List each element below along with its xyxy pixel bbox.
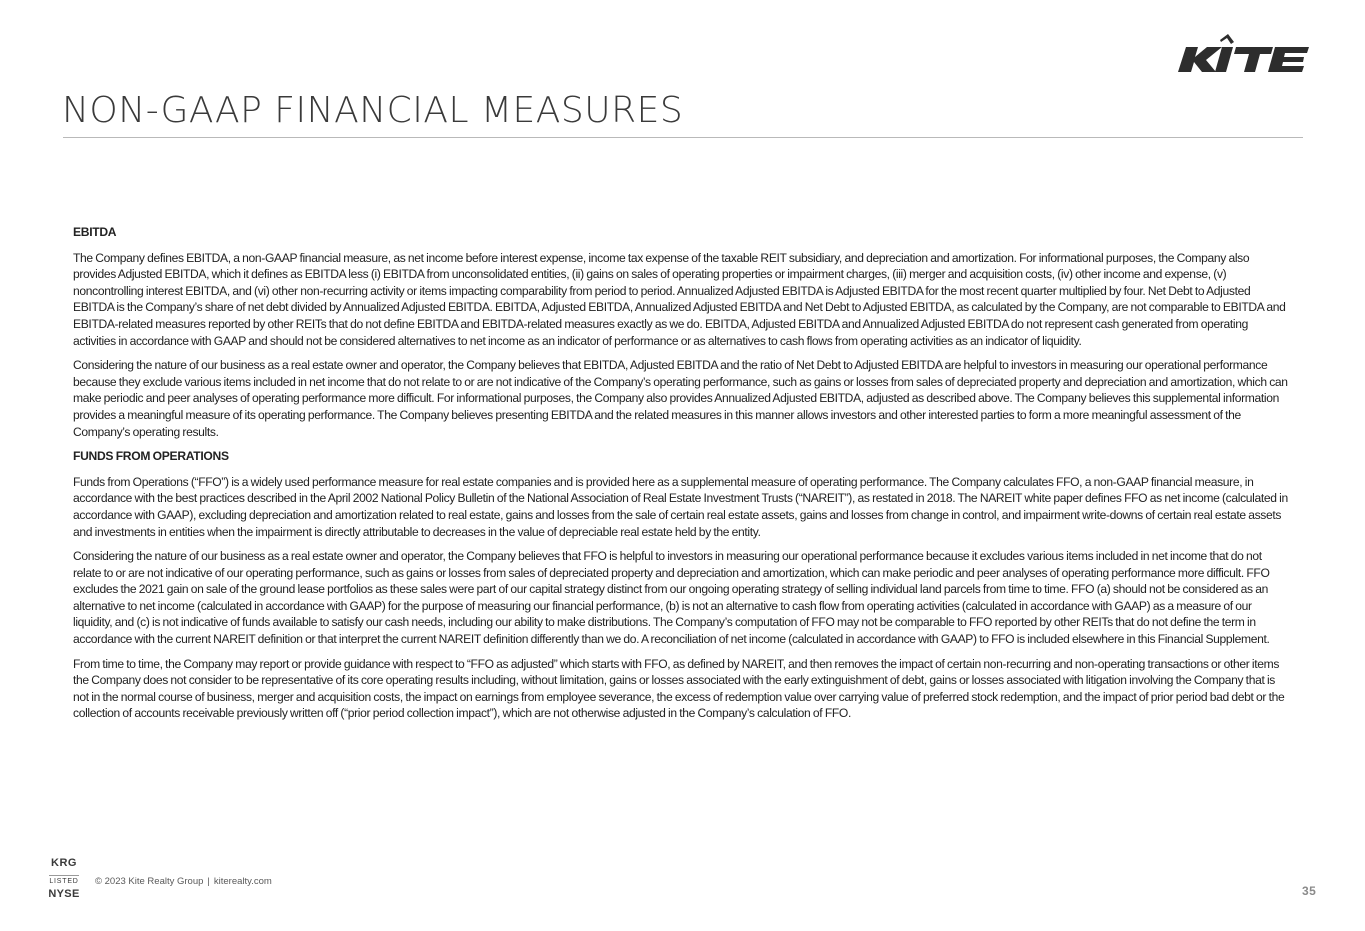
kite-logo xyxy=(1176,32,1310,74)
badge-listed-label: LISTED xyxy=(49,875,78,887)
footer-copyright xyxy=(95,876,272,887)
paragraph: From time to time, the Company may report or provide guidance with respect to “FFO as adjusted” which starts with FFO, as defined by NAREIT, and then removes the impact of certain non-recurring and non-operating transactions or other items the Company does not consider to be representative of its core operating results including, without limitation, gains or losses associated with the early extinguishment of debt, gains or losses associated with litigation involving the Company that is not in the normal course of business, merger and acquisition costs, the impact on earnings from employee severance, the excess of redemption value over carrying value of preferred stock redemption, and the impact of prior period bad debt or the collection of accounts receivable previously written off (“prior period collection impact”), which are not otherwise adjusted in the Company’s calculation of FFO. xyxy=(73,656,1285,721)
copyright-text: © 2023 Kite Realty Group xyxy=(95,876,204,887)
nyse-listed-badge xyxy=(45,857,83,901)
paragraph: The Company defines EBITDA, a non-GAAP financial measure, as net income before interest expense, income tax expense of the taxable REIT subsidiary, and depreciation and amortization. For informational purposes, the Company also provides Adjusted EBITDA, which it defines as EBITDA less (i) EBITDA from unconsolidated entities, (ii) gains on sales of operating properties or impairment charges, (iii) merger and acquisition costs, (iv) other income and expense, (v) noncontrolling interest EBITDA, and (vi) other non-recurring activity or items impacting comparability from period to period. Annualized Adjusted EBITDA is Adjusted EBITDA for the most recent quarter multiplied by four. Net Debt to Adjusted EBITDA is the Company’s share of net debt divided by Annualized Adjusted EBITDA. EBITDA, Adjusted EBITDA, Annualized Adjusted EBITDA and Net Debt to Adjusted EBITDA, as calculated by the Company, are not comparable to EBITDA and EBITDA-related measures reported by other REITs that do not define EBITDA and EBITDA-related measures exactly as we do. EBITDA, Adjusted EBITDA and Annualized Adjusted EBITDA do not represent cash generated from operating activities in accordance with GAAP and should not be considered alternatives to net income as an indicator of performance or as alternatives to cash flows from operating activities as an indicator of liquidity. xyxy=(73,250,1286,348)
paragraph: Funds from Operations (“FFO”) is a widely used performance measure for real estate companies and is provided here as a supplemental measure of operating performance. The Company calculates FFO, a non-GAAP financial measure, in accordance with the best practices described in the April 2002 National Policy Bulletin of the National Association of Real Estate Investment Trusts (“NAREIT”), as restated in 2018. The NAREIT white paper defines FFO as net income (calculated in accordance with GAAP), excluding depreciation and amortization related to real estate, gains and losses from the sale of certain real estate assets, gains and losses from change in control, and impairment write-downs of certain real estate assets and investments in entities when the impairment is directly attributable to decreases in the value of depreciable real estate held by the entity. xyxy=(73,474,1288,539)
website-link[interactable]: kiterealty.com xyxy=(213,876,272,887)
badge-ticker: KRG xyxy=(51,857,77,869)
title-divider xyxy=(63,137,1303,138)
section-heading-ebitda: EBITDA xyxy=(73,225,117,239)
badge-exchange: NYSE xyxy=(48,888,80,900)
section-heading-ffo: FUNDS FROM OPERATIONS xyxy=(73,449,229,464)
paragraph: Considering the nature of our business as a real estate owner and operator, the Company believes that FFO is helpful to investors in measuring our operational performance because it excludes various items included in net income that do not relate to or are not indicative of our operating performance, such as gains or losses from sales of depreciated property and depreciation and amortization, which can make periodic and peer analyses of operating performance more difficult. FFO excludes the 2021 gain on sale of the ground lease portfolios as these sales were part of our capital strategy distinct from our ongoing operating strategy of selling individual land parcels from time to time. FFO (a) should not be considered as an alternative to net income (calculated in accordance with GAAP) for the purpose of measuring our financial performance, (b) is not an alternative to cash flow from operating activities (calculated in accordance with GAAP) as a measure of our liquidity, and (c) is not indicative of funds available to satisfy our cash needs, including our ability to make distributions. The Company’s computation of FFO may not be comparable to FFO reported by other REITs that do not define the term in accordance with the current NAREIT definition or that interpret the current NAREIT definition differently than we do. A reconciliation of net income (calculated in accordance with GAAP) to FFO is included elsewhere in this Financial Supplement. xyxy=(73,549,1270,647)
paragraph: Considering the nature of our business as a real estate owner and operator, the Company believes that EBITDA, Adjusted EBITDA and the ratio of Net Debt to Adjusted EBITDA are helpful to investors in measuring our operational performance because they exclude various items included in net income that do not relate to or are not indicative of the Company’s operating performance, such as gains or losses from sales of depreciated property and depreciation and amortization, which can make periodic and peer analyses of operating performance more difficult. For informational purposes, the Company also provides Annualized Adjusted EBITDA, adjusted as described above. The Company believes this supplemental information provides a meaningful measure of its operating performance. The Company believes presenting EBITDA and the related measures in this manner allows investors and other interested parties to form a more meaningful assessment of the Company’s operating results. xyxy=(73,358,1288,439)
page-number: 35 xyxy=(1302,884,1317,898)
main-content xyxy=(73,224,1291,730)
footer-separator: | xyxy=(207,876,210,887)
page-title: NON-GAAP FINANCIAL MEASURES xyxy=(62,90,684,131)
